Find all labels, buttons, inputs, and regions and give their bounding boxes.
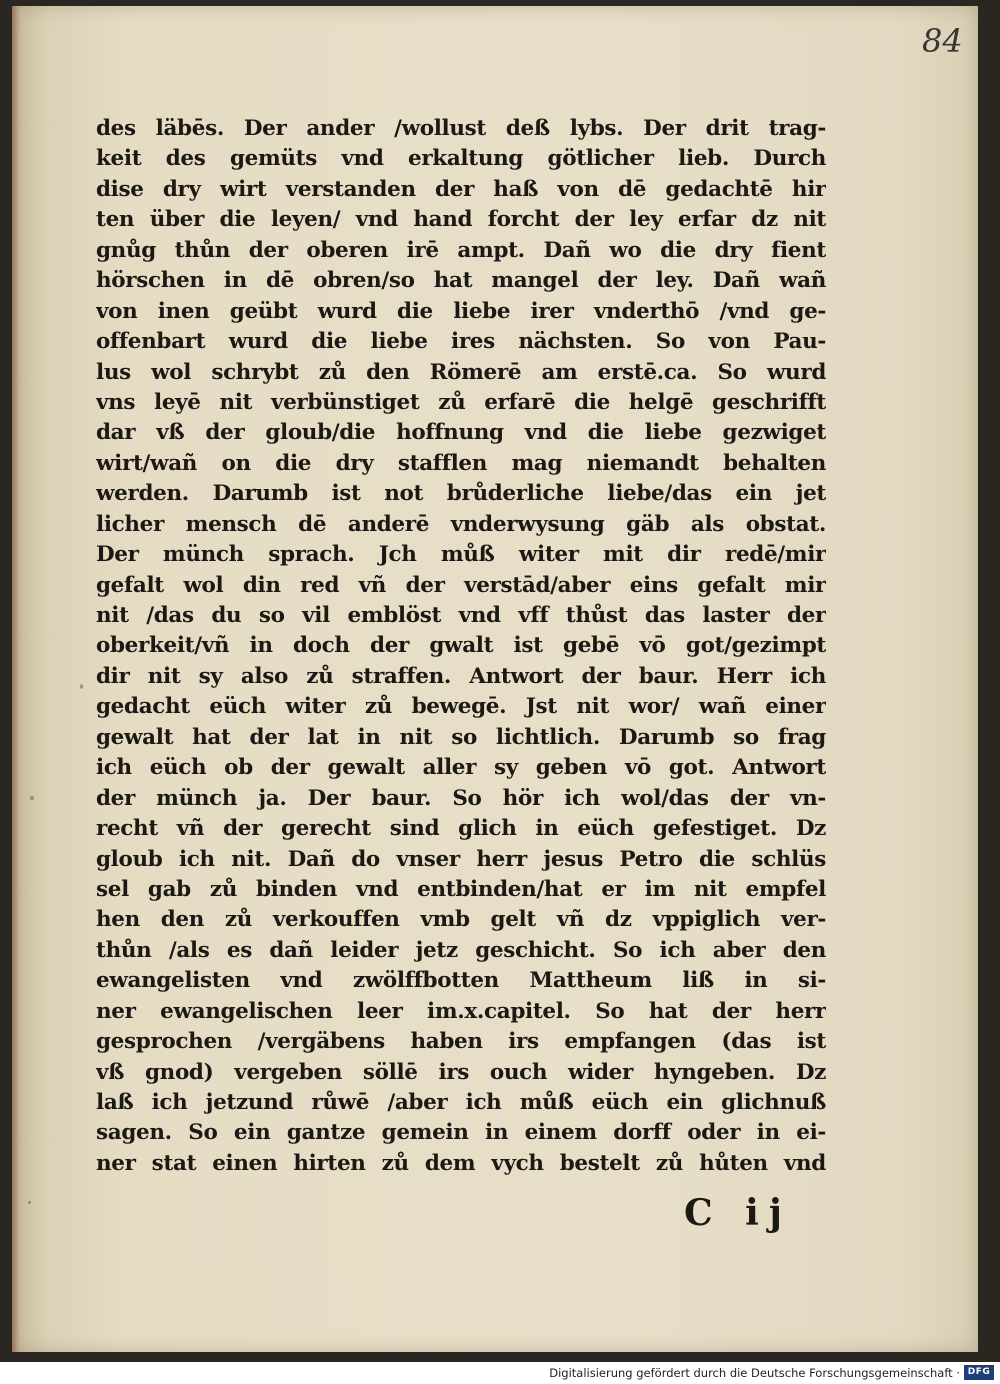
document-page <box>12 6 978 1352</box>
text-line: wirt/wañ on die dry stafflen mag niemandt behalten <box>96 450 826 476</box>
text-line: gnůg thůn der oberen irē ampt. Dañ wo die dry fient <box>96 237 826 263</box>
text-line: ich eüch ob der gewalt aller sy geben vō got. Antwort <box>96 755 826 781</box>
funding-credit: Digitalisierung gefördert durch die Deutsche Forschungsgemeinschaft · <box>549 1366 960 1380</box>
text-line: sagen. So ein gantze gemein in einem dorff oder in ei- <box>96 1120 826 1146</box>
text-line: vß gnod) vergeben söllē irs ouch wider hyngeben. Dz <box>96 1059 826 1085</box>
text-line: offenbart wurd die liebe ires nächsten. So von Pau- <box>96 329 826 355</box>
text-line: keit des gemüts vnd erkaltung götlicher lieb. Durch <box>96 146 826 172</box>
text-line: dir nit sy also zů straffen. Antwort der baur. Herr ich <box>96 663 826 689</box>
footer-bar <box>0 1362 1000 1384</box>
text-line: licher mensch dē anderē vnderwysung gäb als obstat. <box>96 511 826 537</box>
text-line: hörschen in dē obren/so hat mangel der ley. Dañ wañ <box>96 268 826 294</box>
paper-speck <box>80 684 83 689</box>
text-line: ten über die leyen/ vnd hand forcht der ley erfar dz nit <box>96 207 826 233</box>
dfg-logo: DFG <box>964 1365 994 1380</box>
text-line: Der münch sprach. Jch můß witer mit dir redē/mir <box>96 542 826 568</box>
text-line: thůn /als es dañ leider jetz geschicht. So ich aber den <box>96 937 826 963</box>
folio-number: 84 <box>922 22 963 60</box>
text-line: werden. Darumb ist not brůderliche liebe/das ein jet <box>96 481 826 507</box>
text-line: oberkeit/vñ in doch der gwalt ist gebē vō got/gezimpt <box>96 633 826 659</box>
text-line: vns leyē nit verbünstiget zů erfarē die helgē geschrifft <box>96 389 826 415</box>
text-line: von inen geübt wurd die liebe irer vnderthō /vnd ge- <box>96 298 826 324</box>
text-line: lus wol schrybt zů den Römerē am erstē.ca. So wurd <box>96 359 826 385</box>
text-line: gesprochen /vergäbens haben irs empfangen (das ist <box>96 1029 826 1055</box>
paper-speck <box>30 796 34 800</box>
signature-mark: C ij <box>684 1192 792 1234</box>
text-line: des läbēs. Der ander /wollust deß lybs. Der drit trag- <box>96 116 826 141</box>
text-line: der münch ja. Der baur. So hör ich wol/das der vn- <box>96 785 826 811</box>
text-line: hen den zů verkouffen vmb gelt vñ dz vppiglich ver- <box>96 907 826 933</box>
text-line: gloub ich nit. Dañ do vnser herr jesus Petro die schlüs <box>96 846 826 872</box>
text-line: sel gab zů binden vnd entbinden/hat er im nit empfel <box>96 876 826 902</box>
body-text <box>96 114 826 1179</box>
text-line: dise dry wirt verstanden der haß von dē gedachtē hir <box>96 176 826 202</box>
text-line: ner ewangelischen leer im.x.capitel. So hat der herr <box>96 998 826 1024</box>
text-line: dar vß der gloub/die hoffnung vnd die liebe gezwiget <box>96 420 826 446</box>
text-line: ner stat einen hirten zů dem vych bestelt zů hůten vnd <box>96 1150 826 1176</box>
text-line: gewalt hat der lat in nit so lichtlich. Darumb so frag <box>96 724 826 750</box>
text-line: laß ich jetzund růwē /aber ich můß eüch ein glichnuß <box>96 1090 826 1115</box>
text-line: gedacht eüch witer zů bewegē. Jst nit wor/ wañ einer <box>96 694 826 720</box>
page-binding-edge <box>12 6 20 1352</box>
text-line: ewangelisten vnd zwölffbotten Mattheum liß in si- <box>96 968 826 994</box>
paper-speck <box>28 1201 31 1204</box>
text-line: gefalt wol din red vñ der verstād/aber eins gefalt mir <box>96 572 826 598</box>
text-line: recht vñ der gerecht sind glich in eüch gefestiget. Dz <box>96 816 826 842</box>
text-line: nit /das du so vil emblöst vnd vff thůst das laster der <box>96 603 826 628</box>
